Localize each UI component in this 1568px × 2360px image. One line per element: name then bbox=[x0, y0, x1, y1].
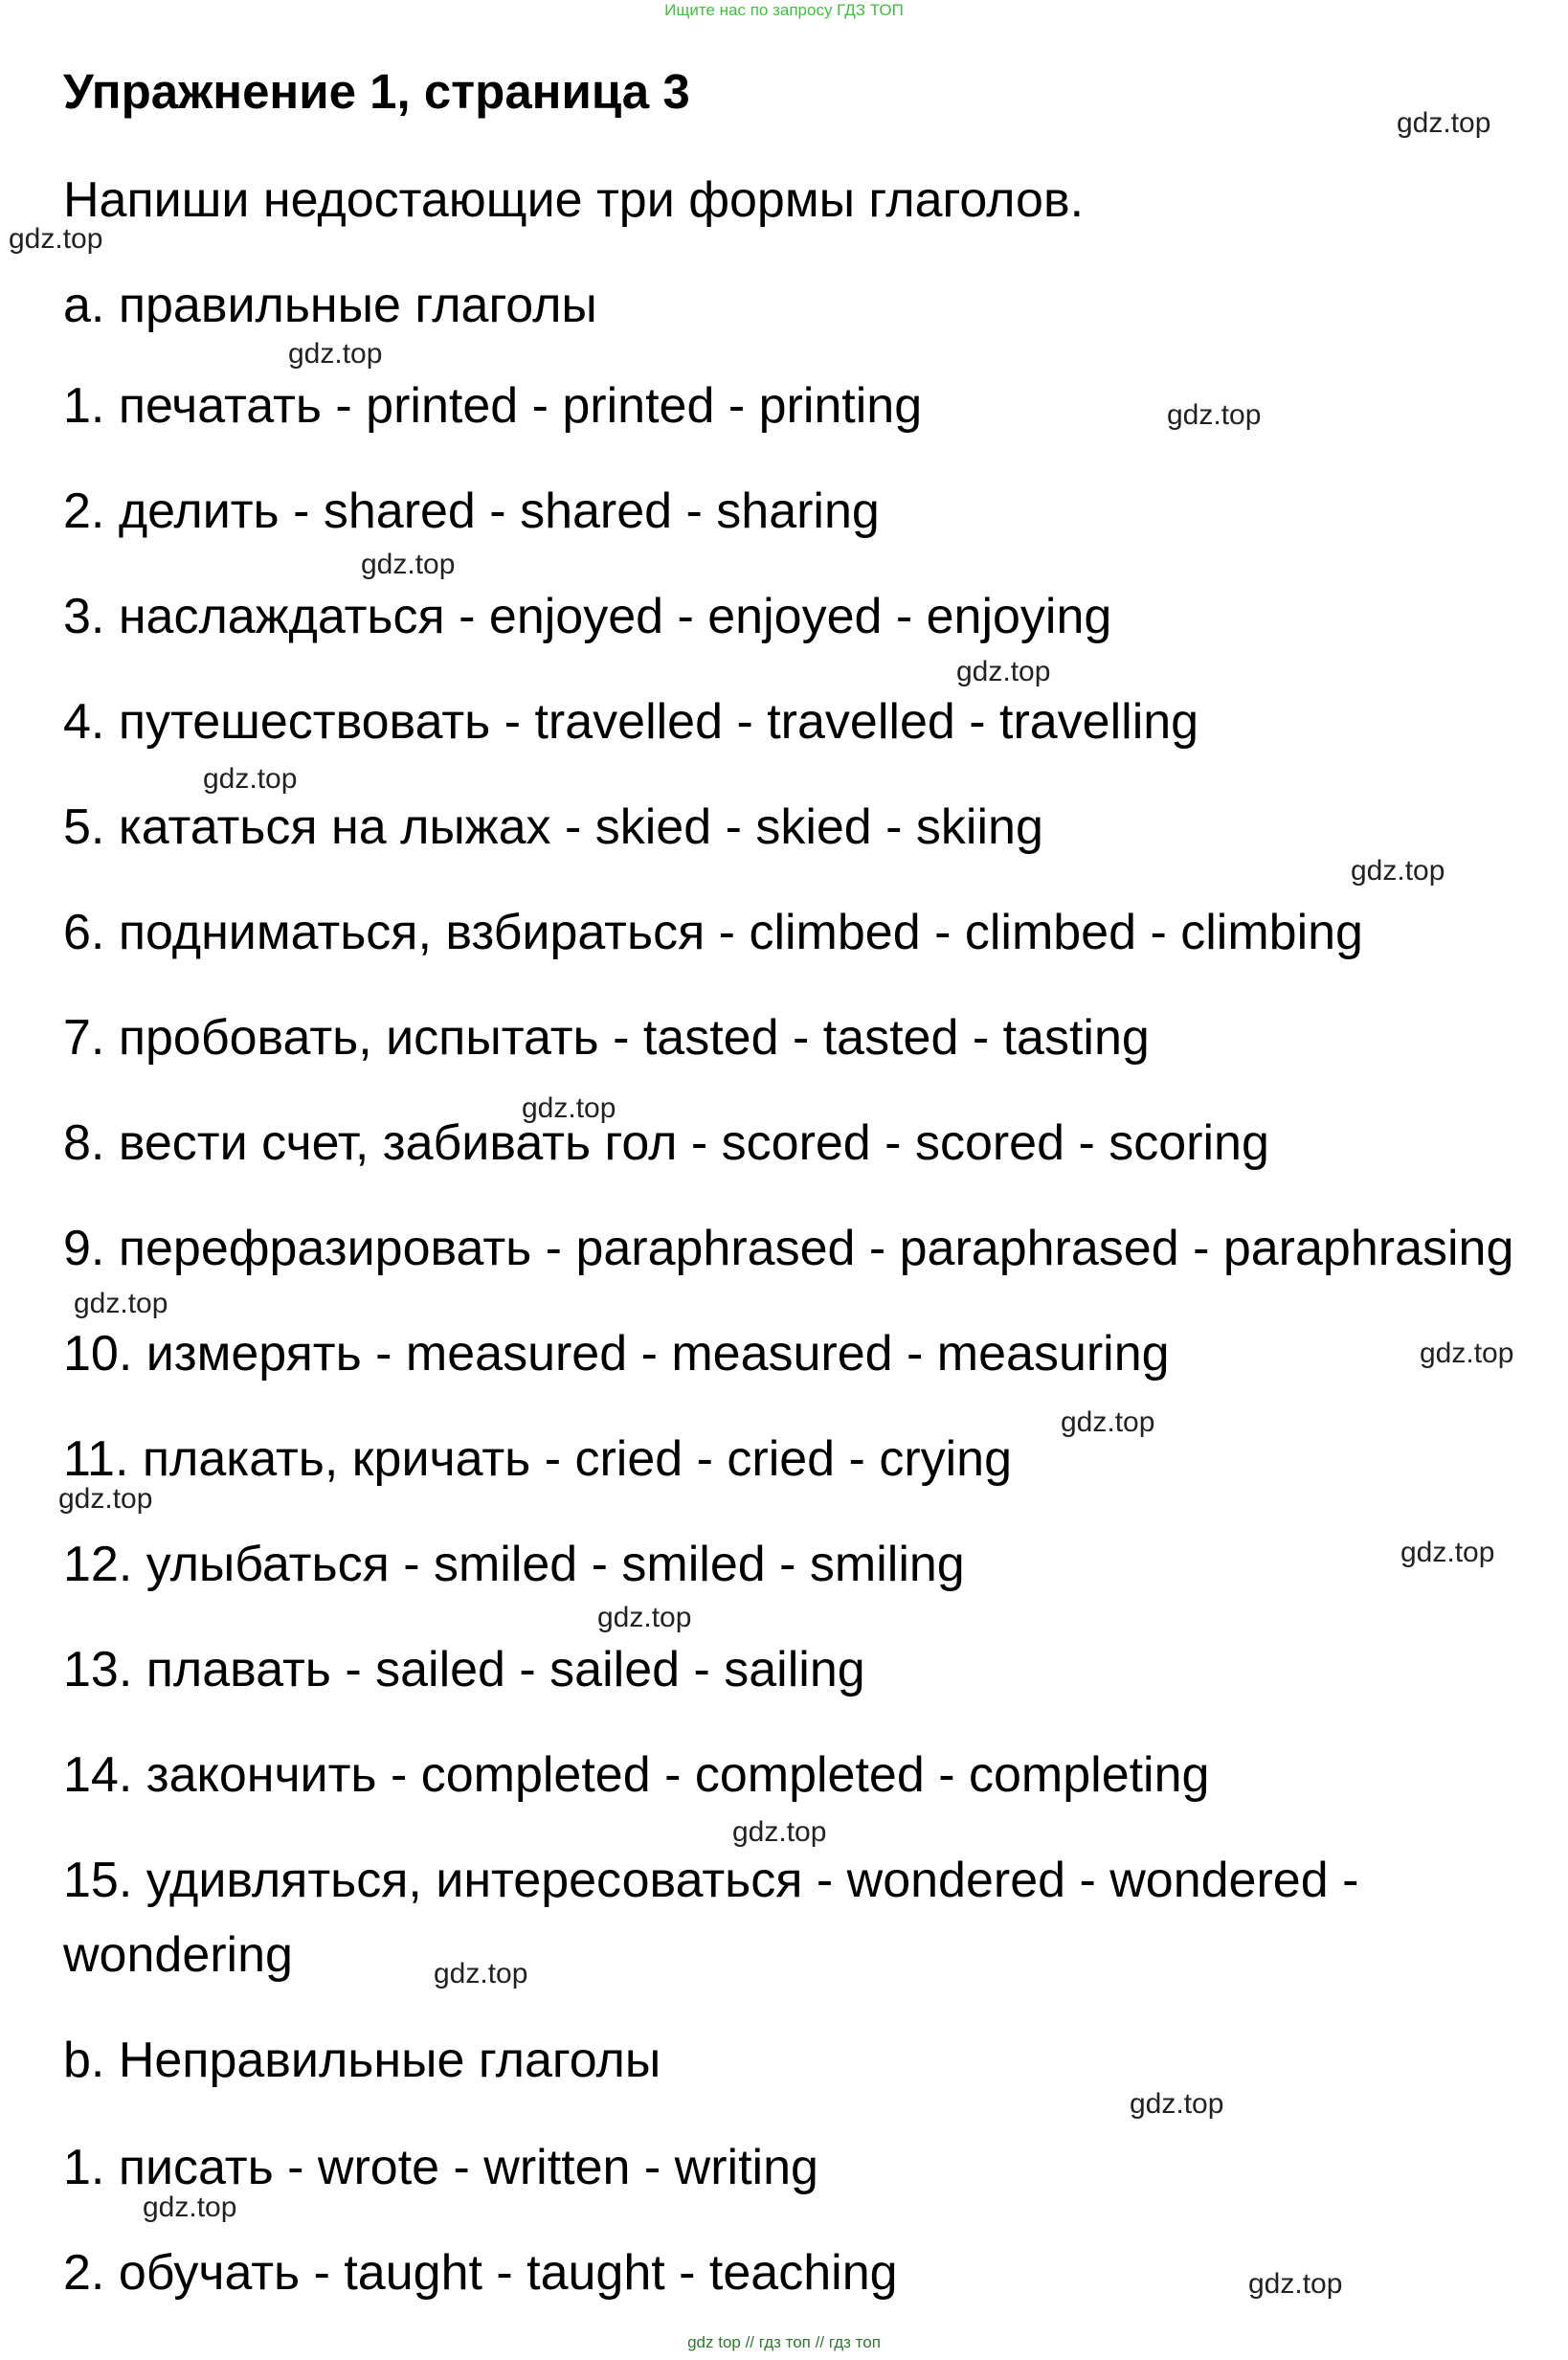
watermark: gdz.top bbox=[434, 1958, 528, 1989]
list-item: 7. пробовать, испытать - tasted - tasted - tasting bbox=[63, 1010, 1150, 1066]
section-a-heading: a. правильные глаголы bbox=[63, 278, 597, 333]
top-banner: Ищите нас по запросу ГДЗ ТОП bbox=[664, 1, 904, 19]
watermark: gdz.top bbox=[1420, 1337, 1514, 1369]
watermark: gdz.top bbox=[1061, 1406, 1155, 1438]
list-item: 1. писать - wrote - written - writing bbox=[63, 2140, 818, 2195]
list-item: 14. закончить - completed - completed - completing bbox=[63, 1747, 1210, 1803]
watermark: gdz.top bbox=[203, 763, 298, 795]
list-item: 3. наслаждаться - enjoyed - enjoyed - enjoying bbox=[63, 589, 1112, 644]
watermark: gdz.top bbox=[1397, 107, 1491, 139]
list-item: 4. путешествовать - travelled - travelled - travelling bbox=[63, 694, 1199, 750]
watermark: gdz.top bbox=[1248, 2268, 1343, 2300]
watermark: gdz.top bbox=[1130, 2088, 1224, 2120]
list-item: 10. измерять - measured - measured - measuring bbox=[63, 1326, 1170, 1382]
list-item: 13. плавать - sailed - sailed - sailing bbox=[63, 1642, 865, 1697]
page-title: Упражнение 1, страница 3 bbox=[63, 64, 690, 119]
list-item: 2. обучать - taught - taught - teaching bbox=[63, 2245, 898, 2301]
list-item: 2. делить - shared - shared - sharing bbox=[63, 483, 880, 539]
list-item: 6. подниматься, взбираться - climbed - climbed - climbing bbox=[63, 905, 1363, 960]
watermark: gdz.top bbox=[1351, 855, 1445, 887]
watermark: gdz.top bbox=[597, 1602, 692, 1633]
list-item: 9. перефразировать - paraphrased - paraphrased - paraphrasing bbox=[63, 1221, 1514, 1276]
watermark: gdz.top bbox=[522, 1092, 616, 1124]
instruction: Напиши недостающие три формы глаголов. bbox=[63, 172, 1085, 228]
watermark: gdz.top bbox=[74, 1288, 168, 1319]
watermark: gdz.top bbox=[143, 2191, 237, 2223]
list-item: 11. плакать, кричать - cried - cried - crying bbox=[63, 1431, 1013, 1487]
watermark: gdz.top bbox=[288, 338, 383, 370]
list-item: 1. печатать - printed - printed - printing bbox=[63, 378, 923, 434]
watermark: gdz.top bbox=[361, 549, 456, 580]
watermark: gdz.top bbox=[9, 223, 103, 255]
list-item: 12. улыбаться - smiled - smiled - smiling bbox=[63, 1537, 965, 1592]
list-item: 15. удивляться, интересоваться - wondered - wondered - bbox=[63, 1853, 1359, 1908]
watermark: gdz.top bbox=[58, 1483, 153, 1515]
watermark: gdz.top bbox=[956, 656, 1051, 687]
list-item-continuation: wondering bbox=[63, 1927, 293, 1983]
watermark: gdz.top bbox=[1400, 1537, 1495, 1568]
watermark: gdz.top bbox=[1167, 399, 1262, 431]
footer: gdz top // гдз топ // гдз топ bbox=[687, 2333, 881, 2351]
list-item: 5. кататься на лыжах - skied - skied - skiing bbox=[63, 799, 1043, 855]
watermark: gdz.top bbox=[732, 1816, 827, 1848]
section-b-heading: b. Неправильные глаголы bbox=[63, 2033, 661, 2088]
list-item: 8. вести счет, забивать гол - scored - scored - scoring bbox=[63, 1115, 1269, 1171]
